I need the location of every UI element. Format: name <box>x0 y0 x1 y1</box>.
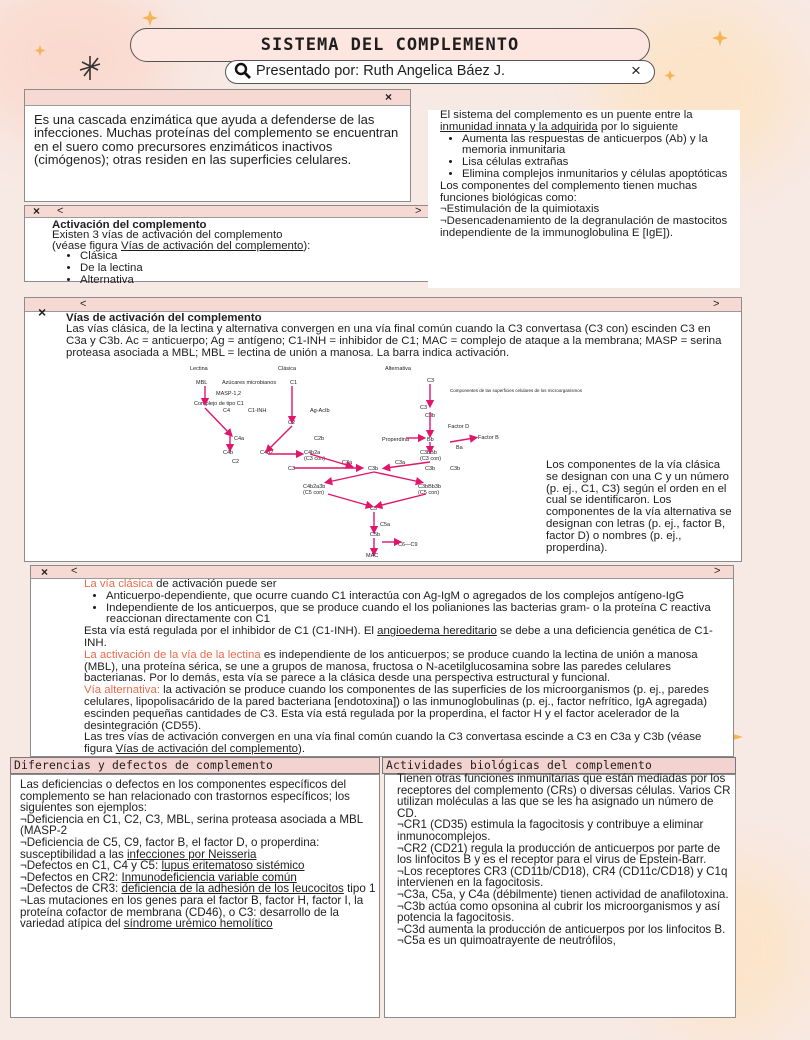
c3con-label: (C3 con) <box>304 456 326 462</box>
activity-item: ¬C3a, C5a, y C4a (débilmente) tienen actividad de anafilotoxina. <box>397 887 729 901</box>
activity-item: ¬C3d aumenta la producción de anticuerpos por los linfocitos B. <box>397 922 726 936</box>
activities-text <box>397 773 732 947</box>
c4b-label: C4b <box>223 450 234 456</box>
c3b-label: C3b <box>368 466 379 472</box>
bridge-text: El sistema del complemento es un puente entre la inmunidad innata y la adquirida por lo siguiente • Aumenta las respuestas de anticuerpos (Ab) y la memoria inmunitaria • Lisa células extrañas • Elimina complejos inmunitarios y células apoptóticas Los componentes del complemento tienen muchas funciones biológicas como: ¬Estimulación de la quimiotaxis ¬Desencadenamiento de la degranulación de mastocitos independiente de la immunoglobulina E [IgE]). <box>440 110 730 240</box>
star-icon <box>142 10 158 26</box>
bb-label: Bb <box>427 437 434 443</box>
leukocyte-adhesion-link[interactable]: deficiencia de la adhesión de los leucocitos <box>121 882 344 896</box>
c5a-label: C5a <box>380 522 391 528</box>
close-icon[interactable]: × <box>38 304 47 320</box>
c3bbb-label: C3bBb <box>420 450 437 456</box>
pathways-link[interactable]: Vías de activación del complemento <box>121 240 304 252</box>
c3bbb3b-label: C3bBb3b <box>418 484 441 490</box>
classic-label: Clásica <box>278 366 297 372</box>
neisseria-link[interactable]: infecciones por Neisseria <box>126 847 257 861</box>
pathways-link[interactable]: Vías de activación del complemento <box>115 743 299 756</box>
activation-title: Activación del complemento <box>52 219 207 231</box>
pathways-diagram <box>150 362 583 562</box>
factorb-label: Factor B <box>478 435 499 441</box>
close-icon[interactable]: × <box>41 565 49 579</box>
c4-label: C4 <box>223 408 231 414</box>
classic-heading: La vía clásica <box>84 578 154 590</box>
c4a-label: C4a <box>234 436 245 442</box>
list-item: • Aumenta las respuestas de anticuerpos (Ab) y la memoria inmunitaria <box>462 134 730 158</box>
ba-label: Ba <box>456 445 463 451</box>
mbl-label: MBL <box>196 380 208 386</box>
lupus-link[interactable]: lupus eritematoso sistémico <box>161 859 305 873</box>
c4b2a3b-label: C4b2a3b <box>303 484 326 490</box>
list-item: • Independiente de los anticuerpos, que se produce cuando el los polianiones las bacterias gram- o la proteína C reactiva reaccionan directamente con C1 <box>106 603 724 627</box>
activity-item: ¬CR1 (CD35) estimula la fagocitosis y contribuye a eliminar inmunocomplejos. <box>397 818 704 843</box>
c3a2-label: C3a <box>395 460 406 466</box>
c4b2a-label: C4b2a <box>304 450 321 456</box>
next-arrow-icon[interactable]: > <box>415 205 422 217</box>
activity-item: ¬C3b actúa como opsonina al cubrir los microorganismos y así potencia la fagocitosis. <box>397 899 721 925</box>
star-icon <box>712 30 728 46</box>
presenter-name: Presentado por: Ruth Angelica Báez J. <box>256 63 506 79</box>
close-icon[interactable]: × <box>385 90 393 104</box>
deficiencies-text: Las deficiencias o defectos en los componentes específicos del complemento se han relacionado con trastornos específicos; los siguientes son ejemplos: ¬Deficiencia en C1, C2, C3, MBL, serina proteasa asociada a MBL (MASP-2 ¬Deficiencia de C5, C9, factor B, el factor D, o properdina: susceptibilidad a las infecciones por Neisseria ¬Defectos en C1, C4 y C5: lupus eritematoso sistémico ¬Defectos en CR2: Inmunodeficiencia variable común ¬Defectos de CR3: deficiencia de la adhesión de los leucocitos tipo 1 ¬Las mutaciones en los genes para el factor B, factor H, factor I, la proteína cofactor de membrana (CD46), o C3: desarrollo de la variedad atípica del síndrome urémico hemolítico <box>20 778 376 931</box>
agac-label: Ag-AcIb <box>310 408 330 414</box>
c3-label: C3 <box>288 466 296 472</box>
componentes-label: Componentes de las superficies celulares de los microorganismos <box>450 388 583 393</box>
c2-label: C2 <box>288 420 296 426</box>
search-icon <box>234 62 252 84</box>
c1-label: C1 <box>290 380 298 386</box>
alternative-heading: Vía alternativa: <box>84 684 160 697</box>
activation-line2: (véase figura Vías de activación del complemento): <box>52 240 311 252</box>
activation-line1: Existen 3 vías de activación del complemento <box>52 229 283 241</box>
hus-link[interactable]: síndrome urémico hemolítico <box>123 917 273 931</box>
c6c9-label: C6—C9 <box>398 542 418 548</box>
list-item: • De la lectina <box>80 263 143 275</box>
window-bar <box>25 298 741 312</box>
list-item: • Anticuerpo-dependiente, que ocurre cuando C1 interactúa con Ag-IgM o agregados de los complejos antígeno-IgG <box>106 591 724 603</box>
activity-item: ¬Los receptores CR3 (CD11b/CD18), CR4 (CD11c/CD18) y C1q intervienen en la fagocitosis. <box>397 864 728 890</box>
c3bbbcon-label: (C3 con) <box>420 456 442 462</box>
close-icon[interactable]: × <box>631 61 641 80</box>
prev-arrow-icon[interactable]: < <box>57 205 64 217</box>
list-item: • Alternativa <box>80 275 143 287</box>
list-item: • Lisa células extrañas <box>462 157 730 169</box>
activity-item: Tienen otras funciones inmunitarias que están mediadas por los receptores del complemento (CRs) o diversas células. Varios CR utilizan moléculas a las que se les ha asignado un número de CD. <box>397 772 731 820</box>
prev-arrow-icon[interactable]: < <box>71 565 78 577</box>
masp-label: MASP-1,2 <box>216 391 242 397</box>
c5con2-label: (C5 con) <box>418 490 440 496</box>
alternative-label: Alternativa <box>385 366 411 372</box>
mac-label: MAC <box>366 553 379 559</box>
azucares-label: Azúcares microbianos <box>222 380 277 386</box>
lectin-label: Lectina <box>190 366 208 372</box>
window-bar <box>25 206 428 218</box>
page-title: SISTEMA DEL COMPLEMENTO <box>260 35 520 55</box>
c2b-label: C2b <box>314 436 325 442</box>
close-icon[interactable]: × <box>33 204 41 218</box>
c5con1-label: (C5 con) <box>303 490 325 496</box>
lectin-heading: La activación de la vía de la lectina <box>84 648 261 661</box>
list-item: • Clásica <box>80 251 143 263</box>
activities-title: Actividades biológicas del complemento <box>386 759 653 772</box>
c5b-label: C5b <box>370 532 381 538</box>
c3b2-label: C3b <box>425 413 436 419</box>
pathways-title: Vías de activación del complemento <box>66 312 262 324</box>
classic-text: La vía clásica de activación puede ser • Anticuerpo-dependiente, que ocurre cuando C1 interactúa con Ag-IgM o agregados de los complejos antígeno-IgG • Independiente de los anticuerpos, que se produce cuando el los polianiones las bacterias gram- o la proteína C reactiva reaccionan directamente con C1 Esta vía está regulada por el inhibidor de C1 (C1-INH). El angioedema hereditario se debe a una deficiencia genética de C1-INH. La activación de la vía de la lectina es independiente de los anticuerpos; se produce cuando la lectina de unión a manosa (MBL), una proteína sérica, se une a grupos de manosa, fructosa o N-acetilglucosamina sobre las paredes celulares bacterianas. Por lo demás, esta vía se parece a la clásica desde una perspectiva estructural y funcional. Vía alternativa: la activación se produce cuando los componentes de las superficies de los microorganismos (p. ej., paredes celulares, lipopolisacárido de la pared bacteriana [endotoxina]) o las inmunoglobulinas (p. ej., factor nefrítico, IgA agregada) escinden pequeñas cantidades de C3. Esta vía está regulada por la properdina, el factor H y el factor acelerador de la desintegración (CD55). Las tres vías de activación convergen en una vía final común cuando la C3 convertasa escinde a C3 en C3a y C3b (véase figura Vías de activación del complemento). <box>84 579 724 756</box>
angioedema-link[interactable]: angioedema hereditario <box>377 625 497 638</box>
next-arrow-icon[interactable]: > <box>714 565 721 577</box>
list-item: • Elimina complejos inmunitarios y células apoptóticas <box>462 169 730 181</box>
properdina-label: Properdina <box>382 437 409 443</box>
prev-arrow-icon[interactable]: < <box>80 298 87 310</box>
deficiencies-title: Diferencias y defectos de complemento <box>14 759 274 772</box>
c4b2-label: C4b2 <box>260 450 274 456</box>
next-arrow-icon[interactable]: > <box>713 298 720 310</box>
c3alt-label: C3 <box>427 378 435 384</box>
intro-text: Es una cascada enzimática que ayuda a defenderse de las infecciones. Muchas proteínas del complemento se encuentran en el suero como precursores enzimáticos inactivos (cimógenos); otras residen en las superficies celulares. <box>34 112 399 167</box>
c5-label: C5 <box>370 506 378 512</box>
c1inh-label: C1-INH <box>248 408 267 414</box>
immunodeficiency-link[interactable]: Inmunodeficiencia variable común <box>121 870 297 884</box>
star-icon <box>665 70 676 81</box>
activity-item: ¬CR2 (CD21) regula la producción de anticuerpos por parte de los linfocitos B y es el receptor para el virus de Epstein-Barr. <box>397 841 721 867</box>
c3b3-label: C3b <box>425 466 436 472</box>
activation-list <box>54 251 143 286</box>
c2l-label: C2 <box>232 459 240 465</box>
c3bb-label: C3b <box>450 466 461 472</box>
star-icon <box>35 45 46 56</box>
factord-label: Factor D <box>448 424 470 430</box>
window-bar <box>25 90 410 106</box>
complejo-label: Complejo de tipo C1 <box>194 401 244 407</box>
c3alt2-label: C3 <box>420 405 428 411</box>
c3a-label: C3a <box>342 460 353 466</box>
pathways-side-note: Los componentes de la vía clásica se designan con una C y un número (p. ej., C1, C3) según el orden en el cual se identificaron. Los componentes de la vía alternativa se designan con letras (p. ej., factor B, factor D) o nombres (p. ej., properdina). <box>546 459 732 554</box>
pathways-desc: Las vías clásica, de la lectina y alternativa convergen en una vía final común cuando la C3 convertasa (C3 con) escinden C3 en C3a y C3b. Ac = anticuerpo; Ag = antígeno; C1-INH = inhibidor de C1; MAC = complejo de ataque a la membrana; MASP = serina proteasa asociada a MBL; MBL = lectina de unión a manosa. La barra indica activación. <box>66 323 722 359</box>
star-icon <box>80 56 100 80</box>
activity-item: ¬C5a es un quimoatrayente de neutrófilos, <box>397 934 616 948</box>
immunity-link[interactable]: inmunidad innata y la adquirida <box>440 120 598 133</box>
